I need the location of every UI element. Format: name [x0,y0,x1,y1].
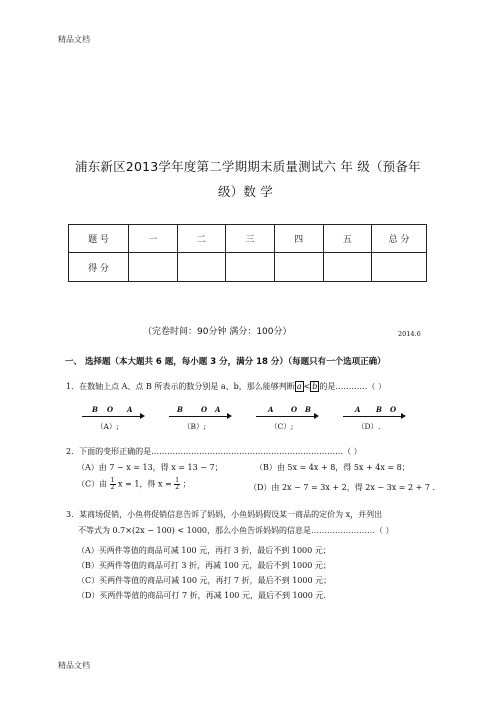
point-label: B [177,405,183,414]
point-label: B [376,405,382,414]
question-3-option-a: （A）买两件等值的商品可减 100 元，再打 3 折，最后不到 1000 元； [77,546,331,555]
score-cell-part5: 五 [323,225,372,253]
question-1-tail: 的是…………（ ） [319,382,386,391]
score-cell-part4: 四 [274,225,323,253]
score-cell-label: 题 号 [69,225,129,253]
option-c-prefix: （C）由 [77,479,108,489]
score-cell-total: 总 分 [372,225,427,253]
point-label: A [127,405,133,414]
score-input-3 [226,253,275,282]
exam-title-line2: 级）数 学 [218,184,273,199]
less-than-sign: < [303,382,311,391]
numberline-option-a [82,405,142,432]
numberline-option-b [169,405,229,432]
fraction-numerator: 1 [175,477,180,484]
score-input-4 [274,253,323,282]
score-table-score-row [69,253,427,282]
option-c-end: ； [182,479,191,489]
numberline-option-d [343,405,403,432]
score-table-header-row [69,225,427,253]
option-c-middle: x = 1，得 x = [118,479,172,489]
numberline-caption: （A）; [96,422,119,431]
score-table [68,224,427,282]
score-cell-part1: 一 [129,225,178,253]
question-3-option-b: （B）买两件等值的商品可打 3 折，再减 100 元，最后不到 1000 元； [77,561,331,570]
fraction-numerator: 1 [110,477,115,484]
question-1-text: 1．在数轴上点 A、点 B 所表示的数分别是 a、b，那么能够判断 [66,382,295,391]
question-2-stem: 2．下面的变形正确的是………………………………………………………………（ ） [66,447,362,456]
point-label: A [268,405,274,414]
fraction-denominator: 2 [110,484,115,491]
question-2-option-d: （D）由 2x − 7 = 3x + 2，得 2x − 3x = 2 + 7 . [249,483,436,492]
numberline-caption: （C）; [270,422,294,431]
question-3-line2: 不等式为 0.7×(2x − 100) < 1000，那么小鱼告诉妈妈的信息是……………………（ ） [78,526,394,535]
score-cell-part2: 二 [177,225,226,253]
point-label: A [215,405,221,414]
point-label: A [355,405,361,414]
point-label: O [291,405,298,414]
point-label: B [92,405,98,414]
header-watermark: 精品文档 [58,35,90,44]
numberline-option-c [256,405,316,432]
footer-watermark: 精品文档 [58,661,90,670]
question-3-line1: 3．某商场促销，小鱼将促销信息告诉了妈妈，小鱼妈妈假设某一商品的定价为 x，并列出 [66,510,383,519]
score-input-1 [129,253,178,282]
question-3-option-c: （C）买两件等值的商品可减 100 元，再打 7 折，最后不到 1000 元； [77,576,332,585]
question-2-option-a: （A）由 7 − x = 13，得 x = 13 − 7； [77,463,223,472]
fraction-half [174,478,180,491]
numberline-caption: （D）. [357,422,381,431]
point-label: O [201,405,208,414]
exam-time-info: （完卷时间：90分钟 满分：100分） [143,327,292,337]
question-2-option-c [77,478,191,491]
exam-date: 2014.6 [398,330,421,338]
point-label: O [107,405,114,414]
question-3-option-d: （D）买两件等值的商品可打 7 折，再减 100 元，最后不到 1000 元. [77,591,326,600]
question-2-option-b: （B）由 5x = 4x + 8，得 5x + 4x = 8； [255,463,410,472]
score-row-label: 得 分 [69,253,129,282]
question-1-stem [66,381,386,392]
score-input-total [372,253,427,282]
score-input-5 [323,253,372,282]
score-input-2 [177,253,226,282]
abs-b-box: b [312,382,318,391]
fraction-denominator: 2 [175,484,180,491]
fraction-half [110,478,116,491]
point-label: O [390,405,397,414]
exam-title-line1: 浦东新区2013学年度第二学期期末质量测试六 年 级（预备年 [75,159,421,174]
abs-a-box: a [296,382,302,391]
numberline-caption: （B）; [183,422,207,431]
section-heading-choice: 一、 选择题（本大题共 6 题，每小题 3 分，满分 18 分）（每题只有一个选项正确） [65,357,386,367]
score-cell-part3: 三 [226,225,275,253]
point-label: B [305,405,311,414]
